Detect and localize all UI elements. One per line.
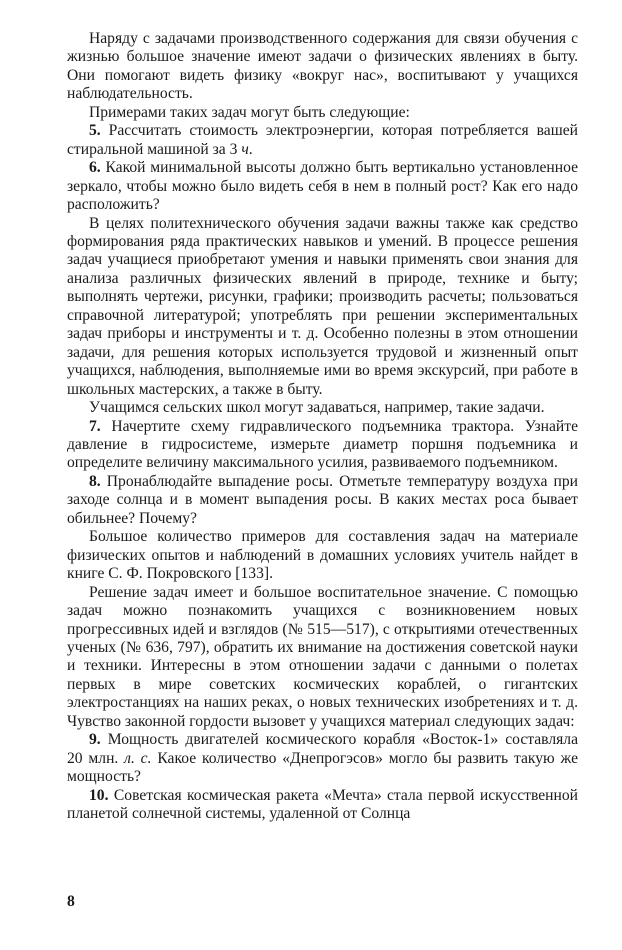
task-text: Советская космическая ракета «Мечта» стала первой искусственной планетой солнечной системы, удаленной от Солнца	[67, 786, 578, 823]
task-10	[67, 787, 578, 824]
task-tail: Какое количество «Днепрогэсов» могло бы развить такую же мощность?	[67, 749, 578, 786]
task-unit: ч	[241, 140, 249, 158]
task-number: 6.	[89, 159, 101, 177]
task-5	[67, 122, 578, 159]
page-body	[67, 30, 578, 823]
task-text: Мощность двигателей космического корабля «Восток-1» составляла 20 млн.	[67, 731, 578, 767]
paragraph-educational-value: Решение задач имеет и большое воспитательное значение. С помощью задач можно познакомить учащихся с возникновением новых прогрессивных идей и взглядов (№ 515—517), с открытиями отечественных ученых (№ 636, 797), обратить их внимание на достижения советской науки и техники. Интересны в этом отношении задачи с данными о полетах первых в мире советских космических кораблей, о гигантских электростанциях на наших реках, о новых технических изобретениях и т. д. Чувство законной гордости вызовет у учащихся материал следующих задач:	[67, 583, 578, 730]
task-number: 7.	[89, 417, 101, 435]
task-text: Какой минимальной высоты должно быть вертикально установленное зеркало, чтобы можно было видеть себя в нем в полный рост? Как его надо расположить?	[67, 159, 578, 214]
page-number: 8	[67, 893, 75, 910]
task-8	[67, 473, 578, 528]
task-text: Рассчитать стоимость электроэнергии, которая потребляется вашей стиральной машиной за 3	[67, 122, 578, 158]
paragraph-pokrovsky: Большое количество примеров для составления задач на материале физических опытов и наблюдений в домашних условиях учитель найдет в книге С. Ф. Покровского [133].	[67, 528, 578, 583]
task-number: 8.	[89, 472, 101, 490]
paragraph-rural-schools: Учащимся сельских школ могут задаваться, например, такие задачи.	[89, 399, 545, 417]
task-text: Пронаблюдайте выпадение росы. Отметьте температуру воздуха при заходе солнца и в момент выпадения росы. В каких местах роса бывает обильнее? Почему?	[67, 472, 578, 527]
task-number: 9.	[89, 731, 101, 749]
task-9	[67, 731, 578, 786]
paragraph-intro: Наряду с задачами производственного содержания для связи обучения с жизнью большое значение имеют задачи о физических явлениях в быту. Они помогают видеть физику «вокруг нас», воспитывают у учащихся наблюдательность.	[67, 30, 578, 103]
paragraph-examples-lead: Примерами таких задач могут быть следующие:	[89, 103, 410, 121]
task-unit: л. с.	[124, 749, 152, 767]
task-7	[67, 418, 578, 473]
task-number: 10.	[89, 786, 109, 804]
task-tail: .	[248, 140, 253, 158]
paragraph-polytechnic: В целях политехнического обучения задачи важны также как средство формирования ряда практических навыков и умений. В процессе решения задач учащиеся приобретают умения и навыки применять свои знания для анализа различных физических явлений в природе, технике и быту; выполнять чертежи, рисунки, графики; производить расчеты; пользоваться справочной литературой; употреблять при решении экспериментальных задач приборы и инструменты и т. д. Особенно полезны в этом отношении задачи, для решения которых используется трудовой и жизненный опыт учащихся, наблюдения, выполняемые ими во время экскурсий, при работе в школьных мастерских, а также в быту.	[67, 214, 578, 398]
task-number: 5.	[89, 122, 101, 140]
task-text: Начертите схему гидравлического подъемника трактора. Узнайте давление в гидросистеме, измерьте диаметр поршня подъемника и определите величину максимального усилия, развиваемого подъемником.	[67, 417, 578, 472]
task-6	[67, 159, 578, 214]
